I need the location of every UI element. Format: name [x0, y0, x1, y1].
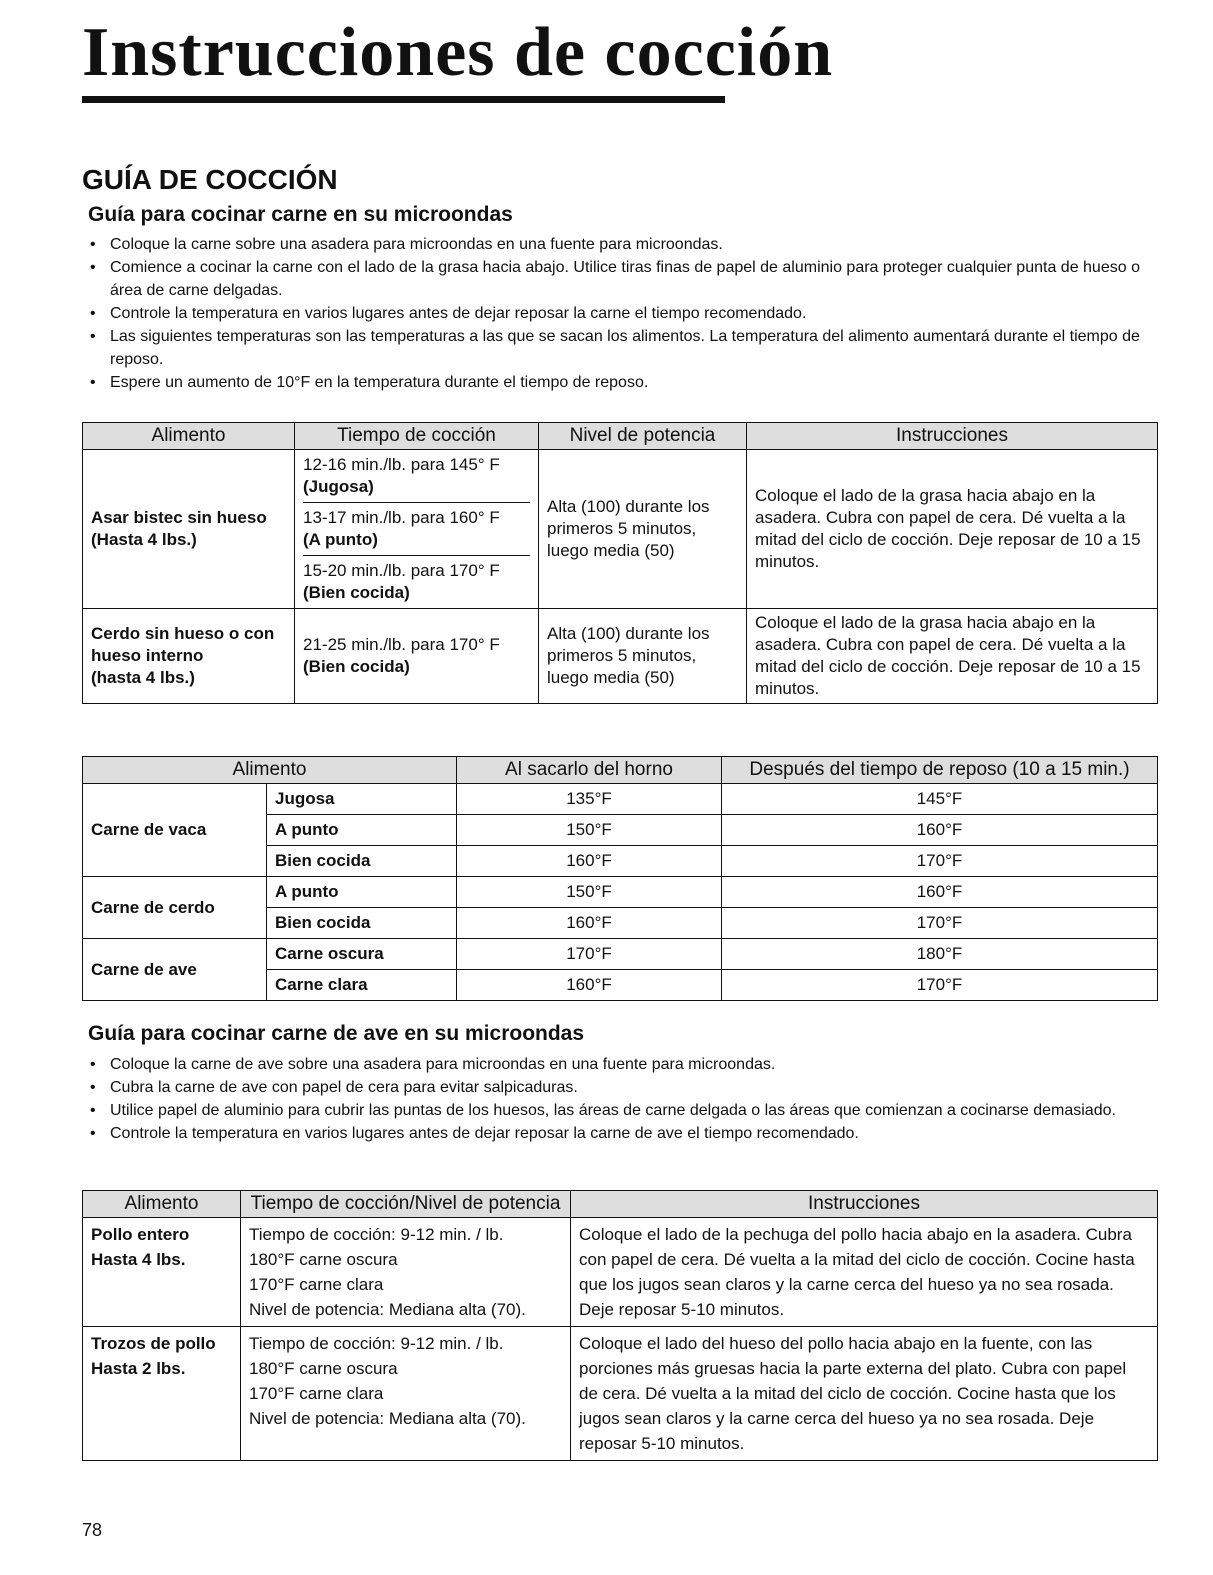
doneness-cell: Carne clara — [267, 970, 457, 1001]
bullet-item: • Espere un aumento de 10°F en la temperatura durante el tiempo de reposo. — [88, 371, 1168, 394]
removal-temp-cell: 150°F — [457, 877, 722, 908]
bullet-item: • Coloque la carne sobre una asadera para microondas en una fuente para microondas. — [88, 233, 1168, 256]
meat-guide-bullets — [88, 233, 1168, 394]
table-row — [83, 450, 1158, 609]
doneness-label: (Bien cocida) — [303, 583, 410, 602]
bullet-item: • Cubra la carne de ave con papel de cera para evitar salpicaduras. — [88, 1076, 1168, 1099]
table-row — [83, 1327, 1158, 1461]
doneness-cell: Bien cocida — [267, 846, 457, 877]
doneness-cell: Bien cocida — [267, 908, 457, 939]
poultry-guide-heading: Guía para cocinar carne de ave en su microondas — [88, 1022, 585, 1045]
column-header: Nivel de potencia — [539, 423, 747, 450]
removal-temp-cell: 160°F — [457, 846, 722, 877]
after-rest-temp-cell: 160°F — [722, 877, 1158, 908]
food-cell: Pollo entero Hasta 4 lbs. — [83, 1218, 241, 1327]
bullet-item: • Controle la temperatura en varios lugares antes de dejar reposar la carne de ave el tiempo recomendado. — [88, 1122, 1168, 1145]
time-value: 13-17 min./lb. para 160° F — [303, 508, 500, 527]
doneness-label: (Bien cocida) — [303, 657, 410, 676]
temperature-table — [82, 756, 1158, 1001]
food-group-cell: Carne de ave — [83, 939, 267, 1001]
food-group-cell: Carne de cerdo — [83, 877, 267, 939]
time-cell — [295, 450, 539, 609]
power-cell: Alta (100) durante los primeros 5 minutos, luego media (50) — [539, 609, 747, 704]
power-cell: Alta (100) durante los primeros 5 minutos, luego media (50) — [539, 450, 747, 609]
column-header: Instrucciones — [571, 1191, 1158, 1218]
column-header: Al sacarlo del horno — [457, 757, 722, 784]
bullet-item: • Utilice papel de aluminio para cubrir las puntas de los huesos, las áreas de carne delgada o las áreas que comienzan a cocinarse demasiado. — [88, 1099, 1168, 1122]
time-entry — [303, 503, 530, 556]
after-rest-temp-cell: 145°F — [722, 784, 1158, 815]
removal-temp-cell: 160°F — [457, 970, 722, 1001]
removal-temp-cell: 135°F — [457, 784, 722, 815]
doneness-label: (A punto) — [303, 530, 378, 549]
page-number: 78 — [82, 1520, 103, 1540]
instructions-cell: Coloque el lado de la grasa hacia abajo en la asadera. Cubra con papel de cera. Dé vuelta a la mitad del ciclo de cocción. Deje reposar de 10 a 15 minutos. — [747, 450, 1158, 609]
poultry-cooking-table — [82, 1190, 1158, 1461]
doneness-label: (Jugosa) — [303, 477, 374, 496]
column-header: Alimento — [83, 423, 295, 450]
time-power-cell: Tiempo de cocción: 9-12 min. / lb. 180°F carne oscura 170°F carne clara Nivel de potencia: Mediana alta (70). — [241, 1218, 571, 1327]
time-entry — [303, 450, 530, 503]
title-underline — [82, 96, 725, 103]
column-header: Alimento — [83, 1191, 241, 1218]
meat-guide-heading: Guía para cocinar carne en su microondas — [88, 203, 513, 226]
doneness-cell: A punto — [267, 815, 457, 846]
table-row — [83, 939, 1158, 970]
food-cell: Trozos de pollo Hasta 2 lbs. — [83, 1327, 241, 1461]
poultry-guide-bullets — [88, 1053, 1168, 1145]
meat-cooking-table — [82, 422, 1158, 704]
instructions-cell: Coloque el lado del hueso del pollo hacia abajo en la fuente, con las porciones más gruesas hacia la parte externa del plato. Cubra con papel de cera. Dé vuelta a la mitad del ciclo de cocción. Cocine hasta que los jugos sean claros y la carne cerca del hueso ya no sea rosada. Deje reposar 5-10 minutos. — [571, 1327, 1158, 1461]
time-power-cell: Tiempo de cocción: 9-12 min. / lb. 180°F carne oscura 170°F carne clara Nivel de potencia: Mediana alta (70). — [241, 1327, 571, 1461]
after-rest-temp-cell: 180°F — [722, 939, 1158, 970]
doneness-cell: Carne oscura — [267, 939, 457, 970]
time-value: 15-20 min./lb. para 170° F — [303, 561, 500, 580]
instructions-cell: Coloque el lado de la pechuga del pollo hacia abajo en la asadera. Cubra con papel de cera. Dé vuelta a la mitad del ciclo de cocción. Cocine hasta que los jugos sean claros y la carne cerca del hueso ya no sea rosada. Deje reposar 5-10 minutos. — [571, 1218, 1158, 1327]
bullet-item: • Coloque la carne de ave sobre una asadera para microondas en una fuente para microondas. — [88, 1053, 1168, 1076]
time-cell — [295, 609, 539, 704]
time-entry — [303, 630, 530, 682]
column-header: Tiempo de cocción — [295, 423, 539, 450]
column-header: Después del tiempo de reposo (10 a 15 min.) — [722, 757, 1158, 784]
table-row — [83, 1218, 1158, 1327]
doneness-cell: Jugosa — [267, 784, 457, 815]
removal-temp-cell: 160°F — [457, 908, 722, 939]
after-rest-temp-cell: 170°F — [722, 908, 1158, 939]
after-rest-temp-cell: 160°F — [722, 815, 1158, 846]
time-value: 12-16 min./lb. para 145° F — [303, 455, 500, 474]
table-row — [83, 784, 1158, 815]
column-header: Alimento — [83, 757, 457, 784]
after-rest-temp-cell: 170°F — [722, 846, 1158, 877]
time-value: 21-25 min./lb. para 170° F — [303, 635, 500, 654]
column-header: Instrucciones — [747, 423, 1158, 450]
removal-temp-cell: 170°F — [457, 939, 722, 970]
time-entry — [303, 556, 530, 608]
section-title: GUÍA DE COCCIÓN — [82, 164, 338, 195]
table-row — [83, 877, 1158, 908]
removal-temp-cell: 150°F — [457, 815, 722, 846]
food-group-cell: Carne de vaca — [83, 784, 267, 877]
bullet-item: • Controle la temperatura en varios lugares antes de dejar reposar la carne el tiempo recomendado. — [88, 302, 1168, 325]
bullet-item: • Comience a cocinar la carne con el lado de la grasa hacia abajo. Utilice tiras finas de papel de aluminio para proteger cualquier punta de hueso o área de carne delgadas. — [88, 256, 1168, 302]
doneness-cell: A punto — [267, 877, 457, 908]
table-row — [83, 609, 1158, 704]
bullet-item: • Las siguientes temperaturas son las temperaturas a las que se sacan los alimentos. La temperatura del alimento aumentará durante el tiempo de reposo. — [88, 325, 1168, 371]
food-cell: Cerdo sin hueso o con hueso interno (hasta 4 lbs.) — [83, 609, 295, 704]
after-rest-temp-cell: 170°F — [722, 970, 1158, 1001]
instructions-cell: Coloque el lado de la grasa hacia abajo en la asadera. Cubra con papel de cera. Dé vuelta a la mitad del ciclo de cocción. Deje reposar de 10 a 15 minutos. — [747, 609, 1158, 704]
food-cell: Asar bistec sin hueso (Hasta 4 lbs.) — [83, 450, 295, 609]
page-title: Instrucciones de cocción — [82, 14, 834, 91]
column-header: Tiempo de cocción/Nivel de potencia — [241, 1191, 571, 1218]
